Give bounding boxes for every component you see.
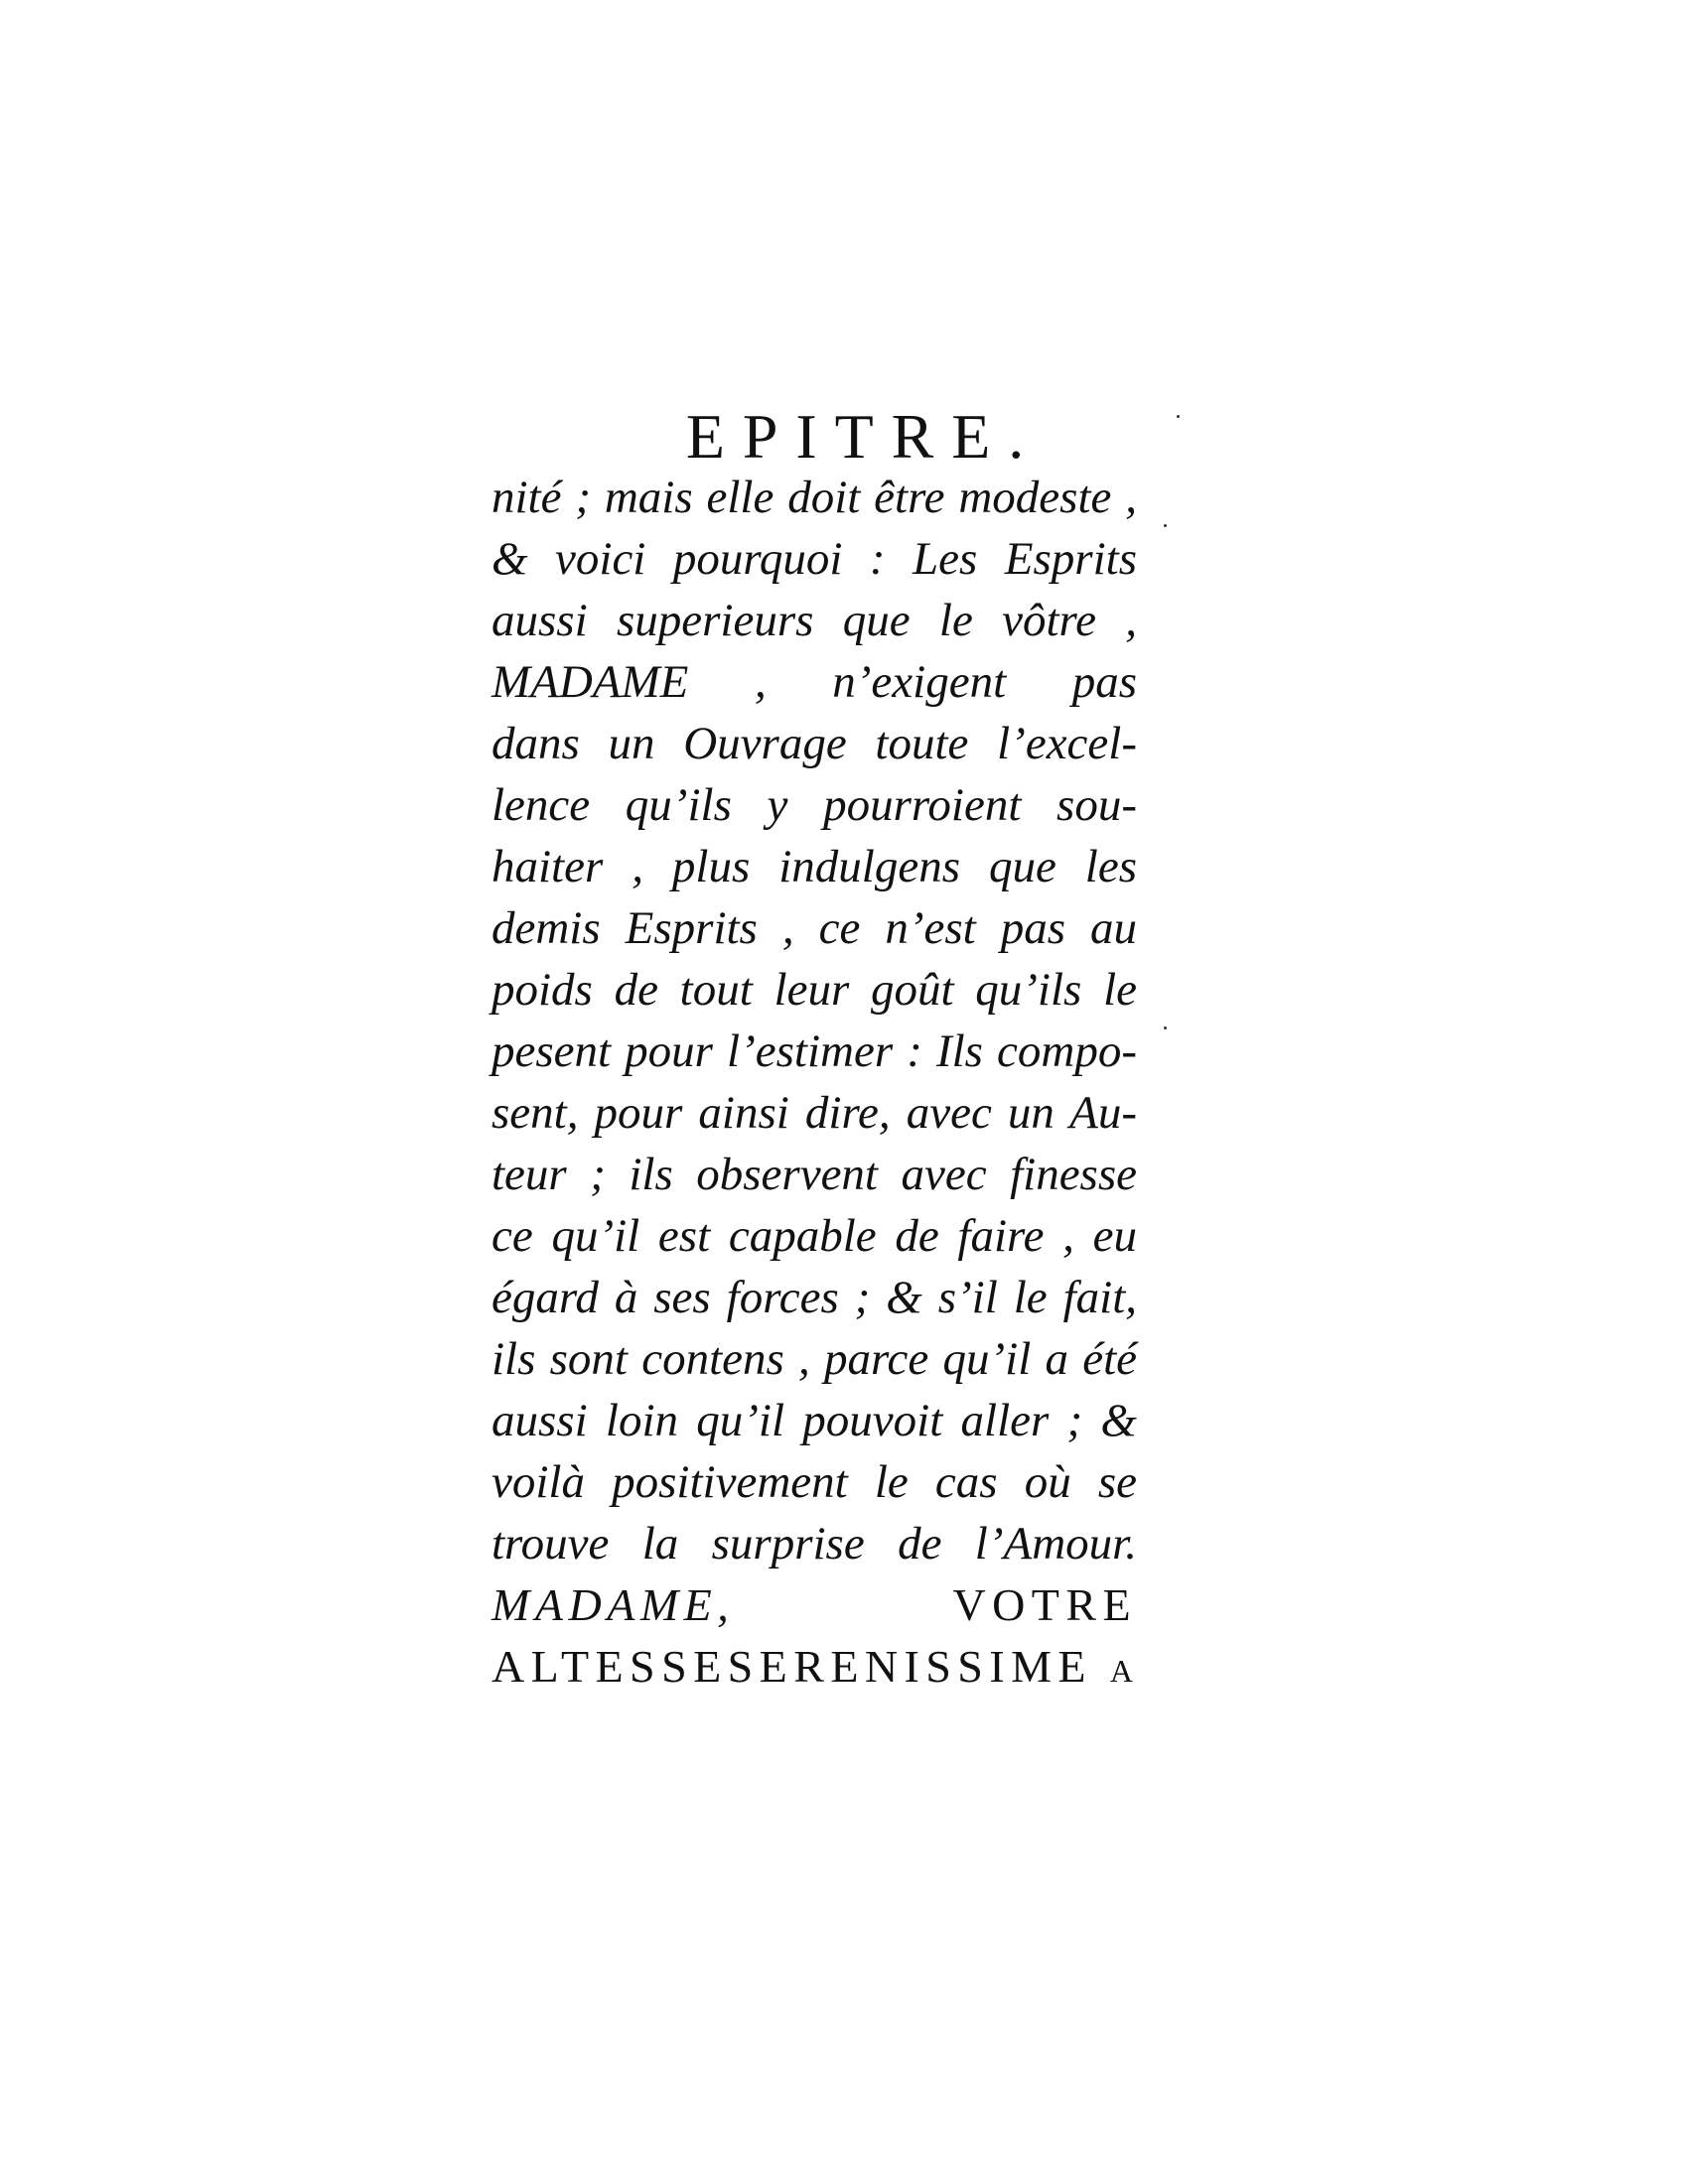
closing-serenissime: SERENISSIME a — [727, 1641, 1140, 1692]
closing-line-2 — [492, 1636, 1140, 1698]
text-line: lence qu’ils y pourroient sou- — [492, 779, 1137, 831]
text-line: ce qu’il est capable de faire , eu — [492, 1210, 1137, 1262]
text-line: égard à ses forces ; & s’il le fait, — [492, 1272, 1137, 1323]
text-line: sent, pour ainsi dire, avec un Au- — [492, 1087, 1137, 1139]
closing-altesse: ALTESSE — [492, 1641, 728, 1692]
ink-speck — [1164, 524, 1167, 527]
text-line: voilà positivement le cas où se — [492, 1456, 1137, 1508]
text-line: aussi superieurs que le vôtre , — [492, 595, 1137, 646]
running-title: EPITRE. — [685, 401, 1043, 472]
closing-line-1 — [492, 1574, 1137, 1636]
text-line: pesent pour l’estimer : Ils compo- — [492, 1025, 1137, 1077]
ink-speck — [1177, 415, 1180, 418]
closing-madame: MADAME, — [492, 1579, 735, 1630]
text-line: dans un Ouvrage toute l’excel- — [492, 718, 1137, 769]
closing-votre: VOTRE — [952, 1579, 1137, 1630]
text-line: poids de tout leur goût qu’ils le — [492, 964, 1137, 1016]
text-line: MADAME , n’exigent pas — [492, 656, 1137, 708]
text-line: aussi loin qu’il pouvoit aller ; & — [492, 1395, 1137, 1446]
text-line: nité ; mais elle doit être modeste , — [492, 472, 1137, 523]
epistle-text-block — [492, 467, 1140, 1698]
text-line: ils sont contens , parce qu’il a été — [492, 1333, 1137, 1385]
text-line: & voici pourquoi : Les Esprits — [492, 533, 1137, 585]
text-line: trouve la surprise de l’Amour. — [492, 1518, 1137, 1570]
ink-speck — [1164, 1026, 1167, 1029]
text-line: haiter , plus indulgens que les — [492, 841, 1137, 892]
text-line: teur ; ils observent avec finesse — [492, 1149, 1137, 1200]
text-line: demis Esprits , ce n’est pas au — [492, 902, 1137, 954]
